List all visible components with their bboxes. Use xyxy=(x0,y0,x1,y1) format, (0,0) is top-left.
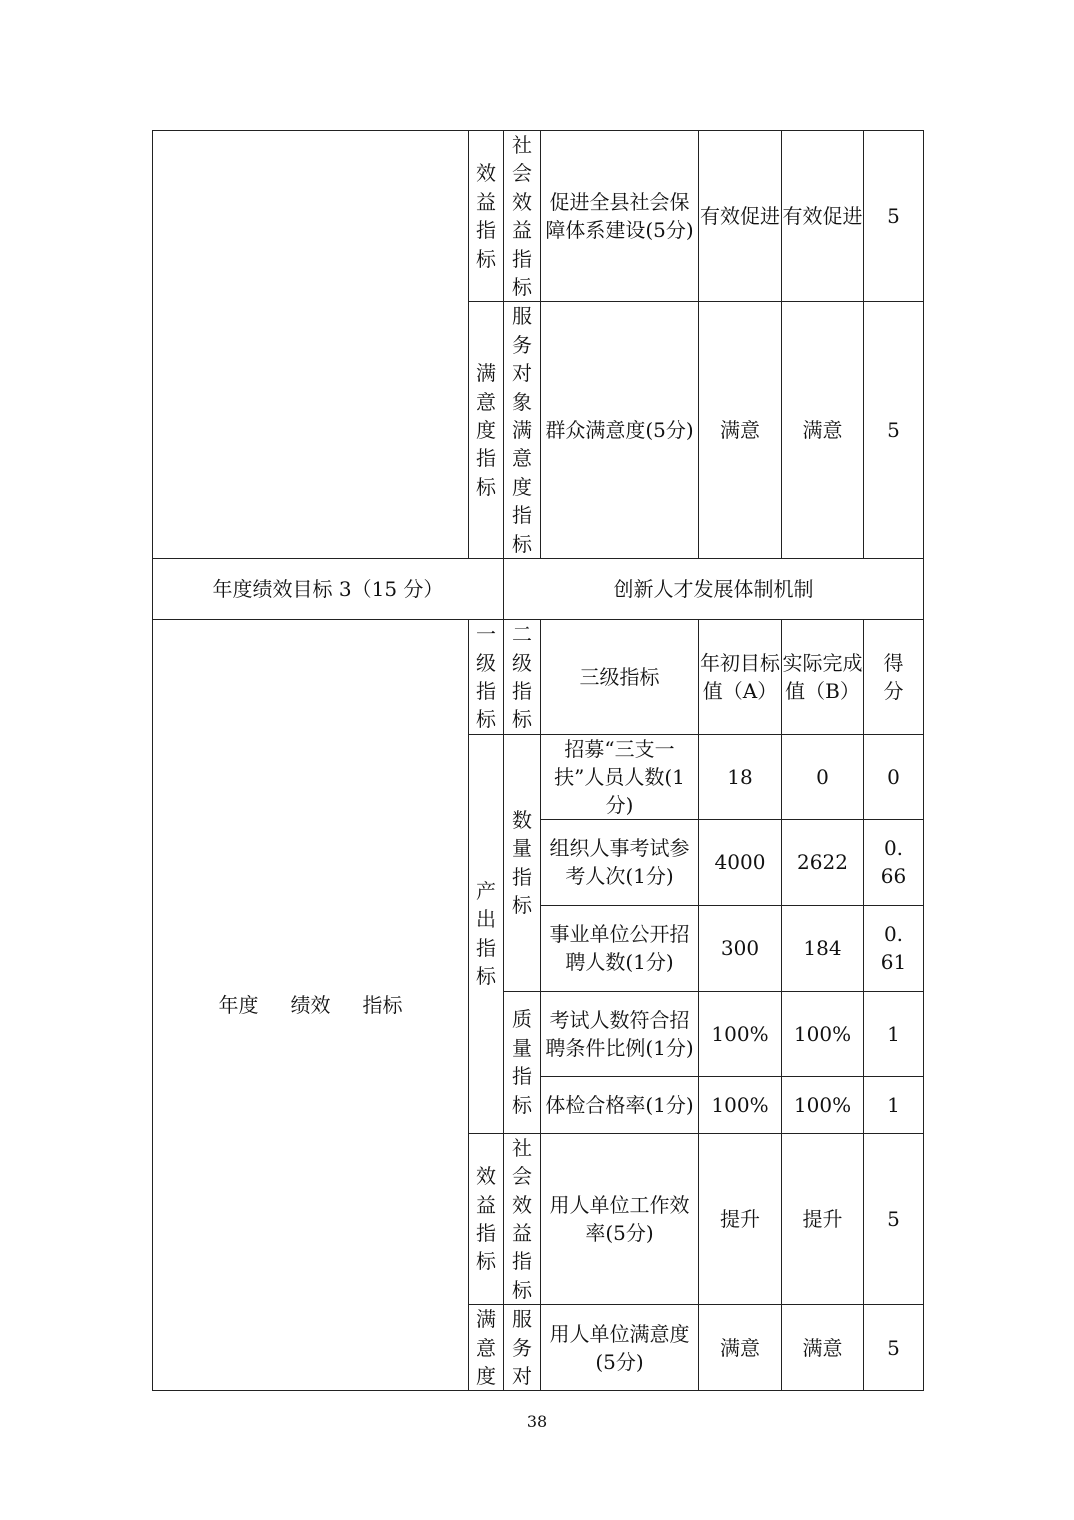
target-cell: 有效促进 xyxy=(699,131,782,302)
section-label-part: 绩效 xyxy=(290,993,331,1018)
header-target: 年初目标值（A） xyxy=(699,620,782,735)
score-cell: 1 xyxy=(864,1076,924,1133)
header-level2: 二级指标 xyxy=(512,622,532,732)
target-cell: 4000 xyxy=(699,819,782,905)
level1-label: 效益指标 xyxy=(476,161,496,271)
indicator-cell: 体检合格率(1分) xyxy=(541,1076,699,1133)
target-cell: 300 xyxy=(699,905,782,991)
section-label-part: 年度 xyxy=(218,993,259,1018)
score-cell: 5 xyxy=(864,1305,924,1391)
indicator-cell: 群众满意度(5分) xyxy=(541,302,699,559)
indicator-cell: 用人单位工作效率(5分) xyxy=(541,1133,699,1304)
score-cell: 0.66 xyxy=(880,836,907,889)
header-level1: 一级指标 xyxy=(476,622,496,732)
score-cell: 5 xyxy=(864,302,924,559)
actual-cell: 满意 xyxy=(782,302,864,559)
level1-label: 满意度指标 xyxy=(476,361,496,499)
level2-label: 服务对象满意度指标 xyxy=(512,304,532,556)
actual-cell: 184 xyxy=(782,905,864,991)
actual-cell: 有效促进 xyxy=(782,131,864,302)
goal-label: 年度绩效目标 3（15 分） xyxy=(153,559,504,620)
target-cell: 100% xyxy=(699,1076,782,1133)
actual-cell: 2622 xyxy=(782,819,864,905)
actual-cell: 100% xyxy=(782,991,864,1076)
target-cell: 满意 xyxy=(699,302,782,559)
output-level1-label: 产出指标 xyxy=(476,878,496,989)
actual-cell: 100% xyxy=(782,1076,864,1133)
target-cell: 提升 xyxy=(699,1133,782,1304)
score-cell: 5 xyxy=(864,1133,924,1304)
level1-label: 效益指标 xyxy=(476,1164,496,1274)
table-row xyxy=(153,131,924,302)
indicator-cell: 考试人数符合招聘条件比例(1分) xyxy=(541,991,699,1076)
level2-label: 服务对 xyxy=(512,1307,532,1388)
header-score: 得分 xyxy=(883,650,904,703)
level1-label: 满意度 xyxy=(476,1307,496,1388)
header-row xyxy=(153,620,924,735)
score-cell: 1 xyxy=(864,991,924,1076)
quality-label: 质量指标 xyxy=(512,1007,532,1117)
page-number: 38 xyxy=(526,1412,548,1431)
actual-cell: 满意 xyxy=(782,1305,864,1391)
blank-cell xyxy=(153,131,469,559)
header-level3: 三级指标 xyxy=(541,620,699,735)
score-cell: 0.61 xyxy=(880,922,907,975)
performance-table xyxy=(152,130,924,1391)
actual-cell: 提升 xyxy=(782,1133,864,1304)
target-cell: 100% xyxy=(699,991,782,1076)
actual-cell: 0 xyxy=(782,734,864,819)
indicator-cell: 用人单位满意度(5分) xyxy=(541,1305,699,1391)
goal-row xyxy=(153,559,924,620)
level2-label: 社会效益指标 xyxy=(512,1135,532,1302)
target-cell: 18 xyxy=(699,734,782,819)
indicator-cell: 促进全县社会保障体系建设(5分) xyxy=(541,131,699,302)
score-cell: 0 xyxy=(864,734,924,819)
goal-value: 创新人才发展体制机制 xyxy=(504,559,924,620)
indicator-cell: 事业单位公开招聘人数(1分) xyxy=(541,905,699,991)
level2-label: 社会效益指标 xyxy=(512,133,532,300)
header-actual: 实际完成值（B） xyxy=(782,620,864,735)
section-label xyxy=(153,620,469,1391)
target-cell: 满意 xyxy=(699,1305,782,1391)
indicator-cell: 招募“三支一扶”人员人数(1分) xyxy=(541,734,699,819)
section-label-part: 指标 xyxy=(362,993,403,1018)
indicator-cell: 组织人事考试参考人次(1分) xyxy=(541,819,699,905)
quantity-label: 数量指标 xyxy=(512,807,532,918)
score-cell: 5 xyxy=(864,131,924,302)
